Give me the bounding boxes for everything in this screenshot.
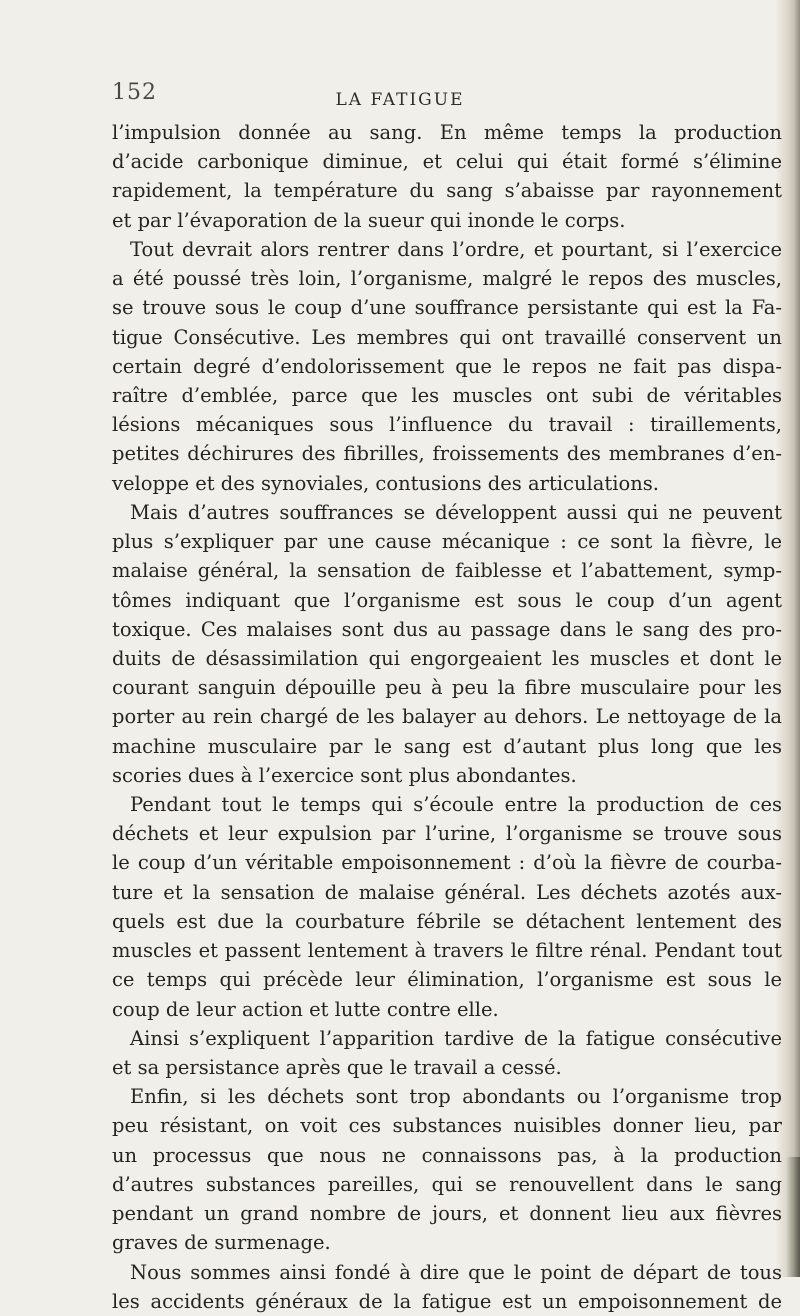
- text-line: Pendant tout le temps qui s’écoule entre la production de ces: [130, 793, 782, 817]
- text-line: rapidement, la température du sang s’abaisse par rayonnement: [112, 179, 782, 203]
- page-edge-dark-corner: [786, 1157, 800, 1277]
- text-line: petites déchirures des fibrilles, froissements des membranes d’en-: [112, 442, 782, 466]
- text-line: duits de désassimilation qui engorgeaient les muscles et dont le: [112, 646, 782, 670]
- text-line: Tout devrait alors rentrer dans l’ordre, et pourtant, si l’exercice: [130, 237, 782, 261]
- text-line: se trouve sous le coup d’une souffrance persistante qui est la Fa-: [112, 296, 782, 320]
- text-line: Enfin, si les déchets sont trop abondants ou l’organisme trop: [130, 1085, 782, 1109]
- text-line: pendant un grand nombre de jours, et donnent lieu aux fièvres: [112, 1202, 782, 1226]
- text-line: et sa persistance après que le travail a cessé.: [112, 1056, 562, 1079]
- text-line: malaise général, la sensation de faiblesse et l’abattement, symp-: [112, 559, 782, 583]
- text-line: ce temps qui précède leur élimination, l’organisme est sous le: [112, 968, 782, 992]
- text-line: le coup d’un véritable empoisonnement : d’où la fièvre de courba-: [112, 851, 782, 875]
- text-line: a été poussé très loin, l’organisme, malgré le repos des muscles,: [112, 267, 782, 291]
- text-line: lésions mécaniques sous l’influence du travail : tiraillements,: [112, 413, 782, 437]
- text-line: porter au rein chargé de les balayer au dehors. Le nettoyage de la: [112, 705, 782, 729]
- text-line: plus s’expliquer par une cause mécanique : ce sont la fièvre, le: [112, 530, 782, 554]
- text-line: raître d’emblée, parce que les muscles ont subi de véritables: [112, 383, 782, 407]
- text-line: un processus que nous ne connaissons pas, à la production: [112, 1143, 782, 1167]
- text-line: Mais d’autres souffrances se développent aussi qui ne peuvent: [130, 500, 782, 524]
- text-line: peu résistant, on voit ces substances nuisibles donner lieu, par: [112, 1114, 782, 1138]
- page-number: 152: [112, 80, 157, 105]
- text-line: et par l’évaporation de la sueur qui inonde le corps.: [112, 208, 626, 232]
- text-line: les accidents généraux de la fatigue est un empoisonnement de: [112, 1289, 782, 1313]
- text-line: Nous sommes ainsi fondé à dire que le point de départ de tous: [130, 1260, 782, 1284]
- text-line: d’autres substances pareilles, qui se renouvellent dans le sang: [112, 1172, 782, 1196]
- text-line: graves de surmenage.: [112, 1231, 331, 1255]
- body-text: [112, 118, 782, 1316]
- text-line: l’impulsion donnée au sang. En même temps la production: [112, 121, 782, 144]
- text-line: courant sanguin dépouille peu à peu la fibre musculaire pour les: [112, 676, 782, 700]
- text-line: scories dues à l’exercice sont plus abondantes.: [112, 763, 577, 787]
- text-line: tigue Consécutive. Les membres qui ont travaillé conservent un: [112, 325, 782, 349]
- text-line: toxique. Ces malaises sont dus au passage dans le sang des pro-: [112, 617, 782, 641]
- running-head: LA FATIGUE: [335, 90, 465, 110]
- text-line: déchets et leur expulsion par l’urine, l’organisme se trouve sous: [112, 822, 782, 846]
- text-line: muscles et passent lentement à travers le filtre rénal. Pendant tout: [112, 939, 782, 963]
- text-line: Ainsi s’expliquent l’apparition tardive de la fatigue consécutive: [130, 1026, 782, 1050]
- text-line: d’acide carbonique diminue, et celui qui était formé s’élimine: [112, 150, 782, 174]
- text-line: veloppe et des synoviales, contusions des articulations.: [112, 471, 659, 495]
- text-line: tômes indiquant que l’organisme est sous le coup d’un agent: [112, 588, 782, 612]
- text-line: quels est due la courbature fébrile se détachent lentement des: [112, 909, 782, 933]
- text-line: certain degré d’endolorissement que le repos ne fait pas dispa-: [112, 354, 782, 378]
- text-line: coup de leur action et lutte contre elle.: [112, 997, 499, 1021]
- text-line: machine musculaire par le sang est d’autant plus long que les: [112, 734, 782, 758]
- text-line: ture et la sensation de malaise général. Les déchets azotés aux-: [112, 880, 782, 904]
